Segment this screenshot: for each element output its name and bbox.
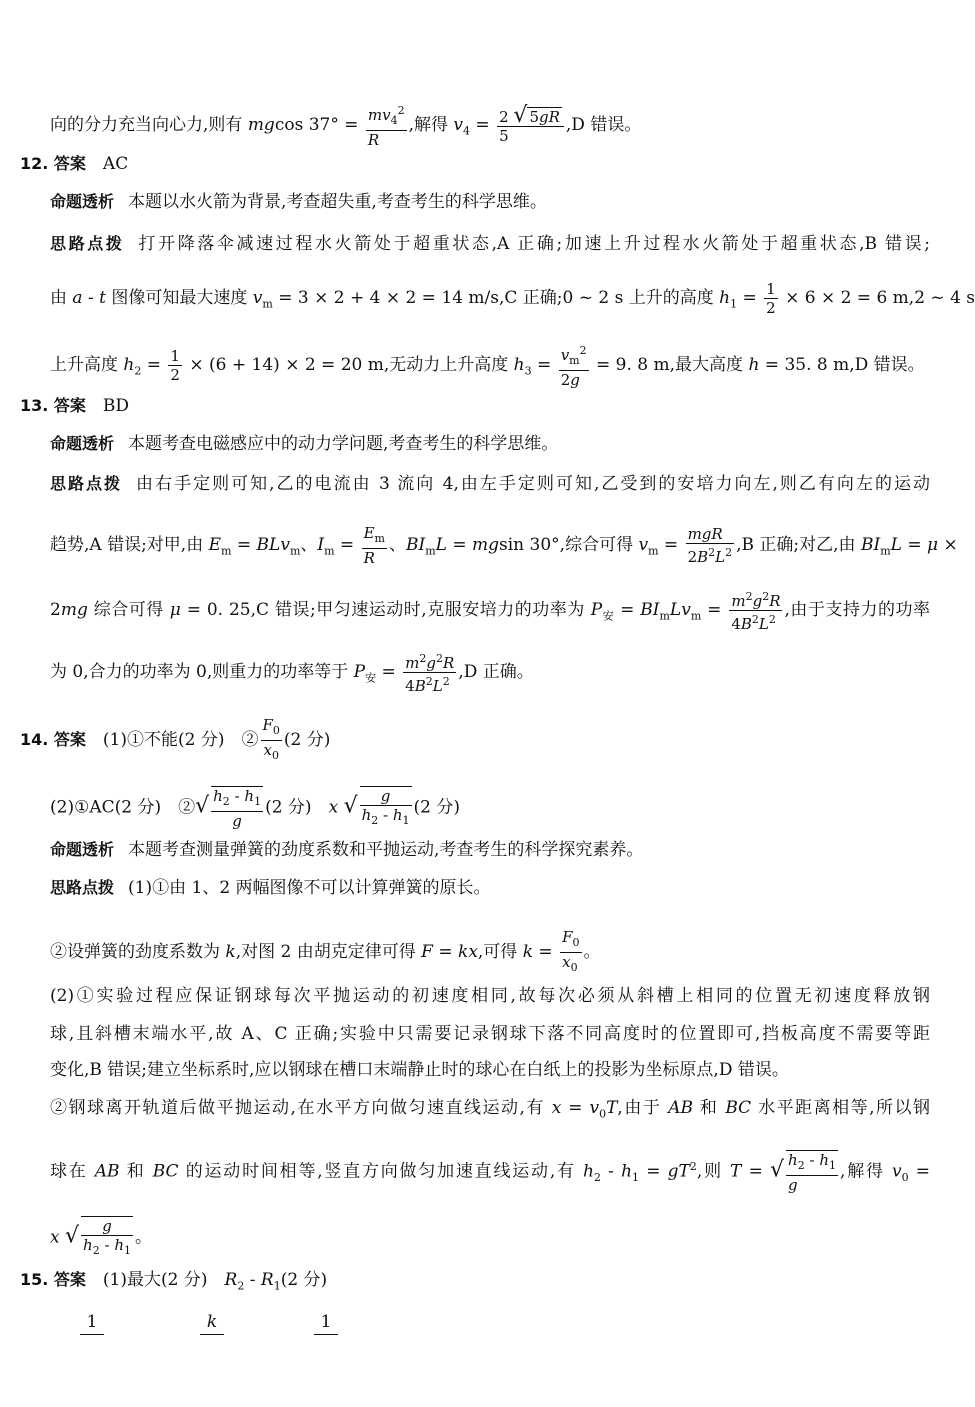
q12-answer: 12. 答案 AC: [20, 154, 129, 174]
q13-silu-1: 思路点拨 由右手定则可知,乙的电流由 3 流向 4,由左手定则可知,乙受到的安培力向左,则乙有向左的运动: [50, 474, 930, 494]
q13-silu-3: 2mg 综合可得 μ = 0. 25,C 错误;甲匀速运动时,克服安培力的功率为 $P_安 = BI_mLv_m$ = $\frac{m^2g^2R}{4B^2L^2}$ ,由于支持力的功率: [50, 590, 930, 633]
q14-silu-6: ②钢球离开轨道后做平抛运动,在水平方向做匀速直线运动,有 $x = v_0T$,由于 AB 和 BC 水平距离相等,所以钢: [50, 1098, 931, 1121]
q13-answer: 13. 答案 BD: [20, 396, 130, 416]
q12-mingti: 命题透析 本题以水火箭为背景,考查超失重,考查考生的科学思维。: [50, 192, 547, 212]
q12-silu-2: 由 a - t 图像可知最大速度 $v_m = 3 \times 2 + 4 \times 2 = 14$ m/s,C 正确;0 ~ 2 s 上升的高度 $h_1$ = $\frac{1}{2}$ × 6 × 2 = 6 m,2 ~ 4 s: [50, 280, 975, 317]
q14-silu-2: ②设弹簧的劲度系数为 k,对图 2 由胡克定律可得 F = kx,可得 k = $\frac{F_0}{x_0}$ 。: [50, 928, 601, 974]
q14-answer-2: (2)①AC(2 分) ②√ $\frac{h_2 - h_1}{g}$ (2 分) x √ $\frac{g}{h_2 - h_1}$ (2 分): [50, 787, 461, 830]
q15-answer: 15. 答案 (1)最大(2 分) $R_2 - R_1(2$ 分): [20, 1270, 328, 1293]
q14-silu-8: x √ $\frac{g}{h_2 - h_1}$ 。: [50, 1216, 152, 1260]
line-1: 向的分力充当向心力,则有 mgcos 37° = $\frac{mv_4^2}{R}$ ,解得 $v_4$ = $\frac{2 √ 5gR}{5}$ ,D 错误。: [50, 102, 642, 149]
q13-silu-4: 为 0,合力的功率为 0,则重力的功率等于 $P_安$ = $\frac{m^2g^2R}{4B^2L^2}$ ,D 正确。: [50, 652, 534, 695]
q14-silu-4: 球,且斜槽末端水平,故 A、C 正确;实验中只需要记录钢球下落不同高度时的位置即可,挡板高度不需要等距: [50, 1024, 930, 1044]
q14-silu-1: 思路点拨 (1)①由 1、2 两幅图像不可以计算弹簧的原长。: [50, 878, 491, 898]
q14-silu-3: (2)①实验过程应保证钢球每次平抛运动的初速度相同,故每次必须从斜槽上相同的位置无初速度释放钢: [50, 986, 930, 1006]
q14-answer: 14. 答案 (1)①不能(2 分) ② $\frac{F_0}{x_0}$ (2 分): [20, 716, 331, 762]
q15-tail: 1 k 1: [80, 1310, 338, 1332]
q13-mingti: 命题透析 本题考查电磁感应中的动力学问题,考查考生的科学思维。: [50, 434, 559, 454]
q14-silu-7: 球在 AB 和 BC 的运动时间相等,竖直方向做匀加速直线运动,有 $h_2 - h_1 = gT^2$,则 T = √ $\frac{h_2 - h_1}{g}$ ,解得 $v_0$ =: [50, 1151, 930, 1194]
q14-mingti: 命题透析 本题考查测量弹簧的劲度系数和平抛运动,考查考生的科学探究素养。: [50, 840, 644, 860]
q13-silu-2: 趋势,A 错误;对甲,由 $E_m = BLv_m$、$I_m$ = $\frac{E_m}{R}$ 、$BI_mL = mgsin$ 30°,综合可得 $v_m$ = $\frac{\text{mgR}}{2B^2L^2}$ ,B 正确;对乙,由 $BI_mL = \mu$ ×: [50, 524, 958, 567]
q12-silu-3: 上升高度 $h_2$ = $\frac{1}{2}$ × (6 + 14) × 2 = 20 m,无动力上升高度 $h_3$ = $\frac{v_m^2}{2g}$ = 9. 8 m,最大高度 h = 35. 8 m,D 错误。: [50, 344, 925, 389]
q12-silu-1: 思路点拨 打开降落伞减速过程水火箭处于超重状态,A 正确;加速上升过程水火箭处于超重状态,B 错误;: [50, 234, 930, 254]
q14-silu-5: 变化,B 错误;建立坐标系时,应以钢球在槽口末端静止时的球心在白纸上的投影为坐标原点,D 错误。: [50, 1060, 789, 1080]
